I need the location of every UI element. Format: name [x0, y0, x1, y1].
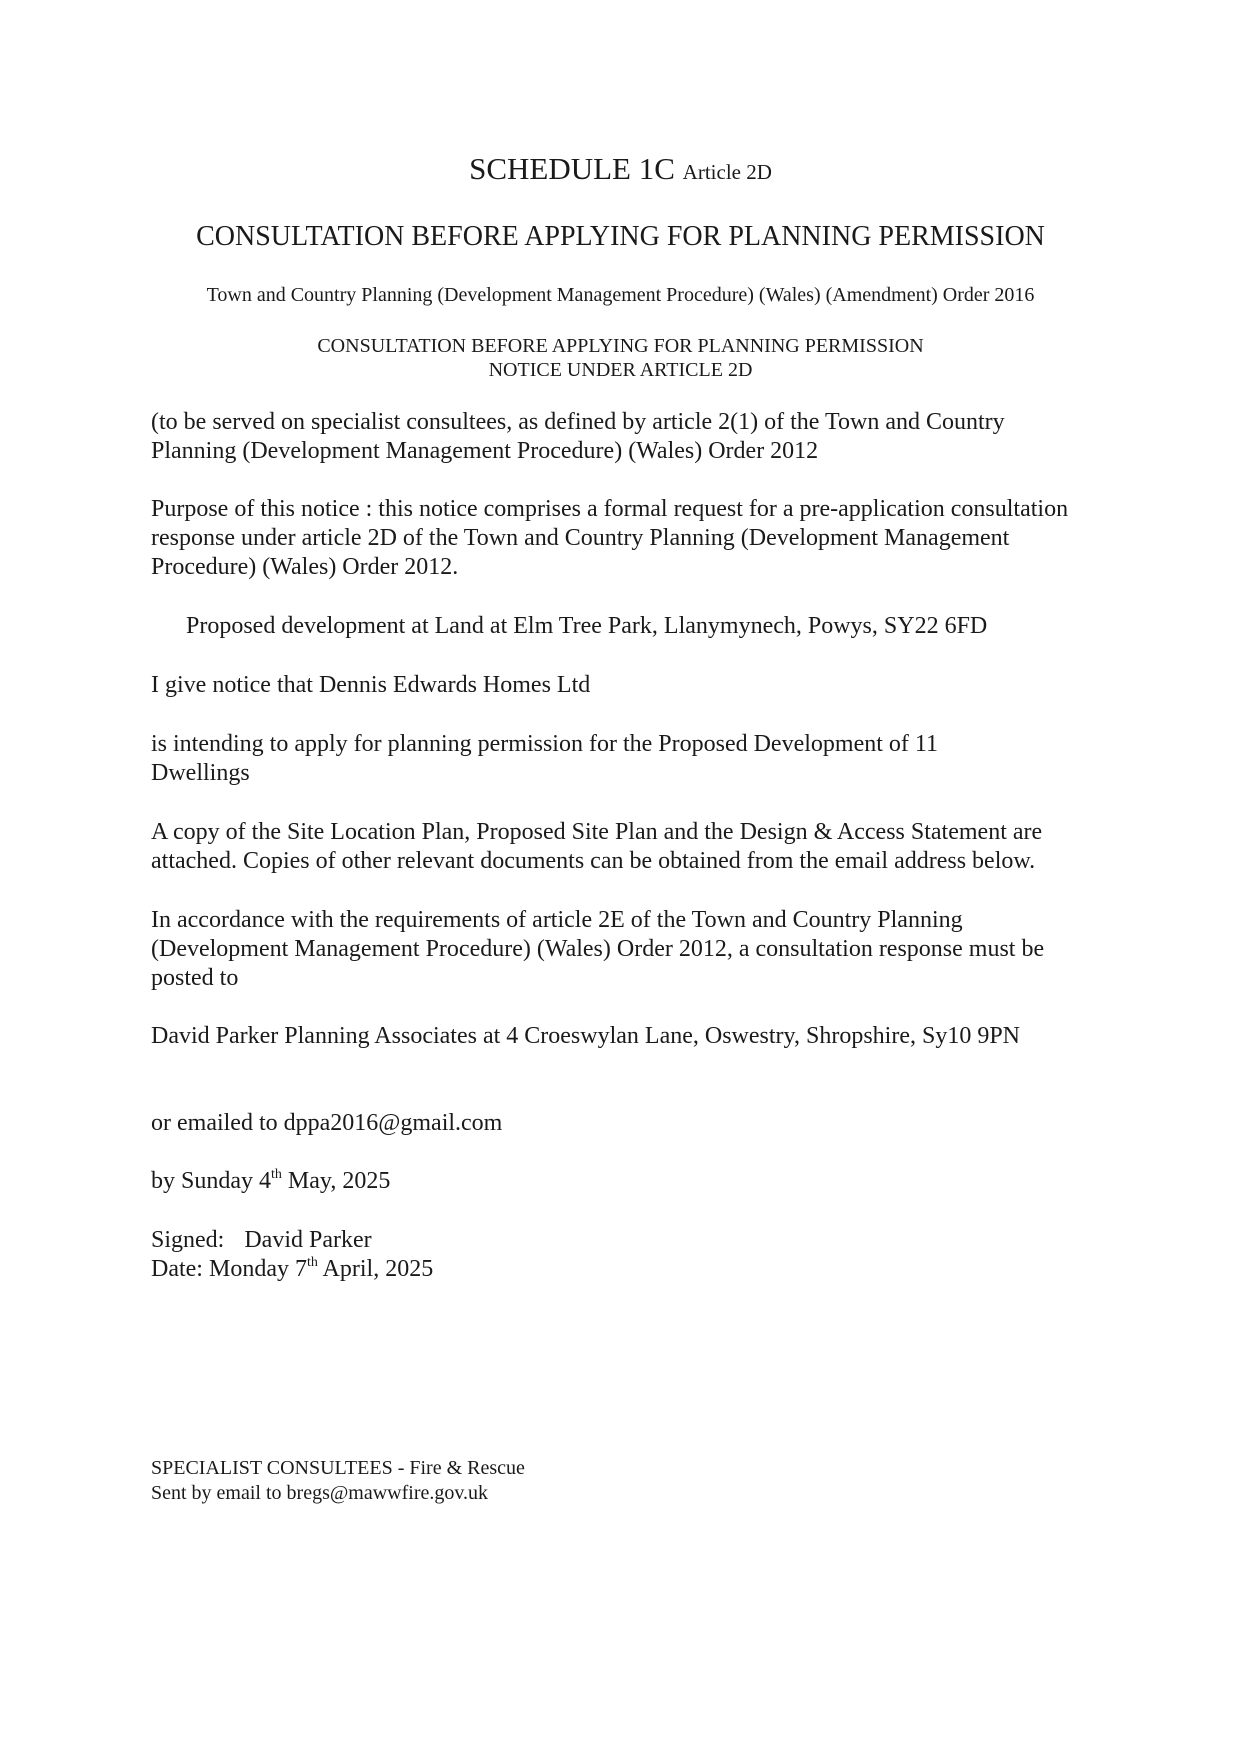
signed-label: Signed:: [151, 1227, 225, 1253]
deadline-paragraph: [151, 1167, 1091, 1196]
notice-heading-line1: CONSULTATION BEFORE APPLYING FOR PLANNING PERMISSION: [317, 335, 924, 357]
notice-heading: [0, 334, 1241, 382]
requirements-paragraph: [151, 906, 1091, 993]
deadline-rest: May, 2025: [281, 1168, 391, 1194]
post-address-paragraph: [151, 1022, 1071, 1051]
deadline-prefix: by Sunday 4: [151, 1168, 271, 1194]
schedule-heading: [0, 151, 1241, 187]
signed-line: [151, 1226, 1091, 1255]
footer-line2: Sent by email to bregs@mawwfire.gov.uk: [151, 1482, 489, 1504]
footer-line1: SPECIALIST CONSULTEES - Fire & Rescue: [151, 1457, 525, 1479]
email-text: or emailed to dppa2016@gmail.com: [151, 1110, 503, 1136]
order-title: Town and Country Planning (Development Management Procedure) (Wales) (Amendment) Order 2016: [206, 284, 1035, 306]
signature-block: [151, 1226, 1091, 1284]
intention-text: is intending to apply for planning permission for the Proposed Development of 11 Dwellings: [151, 731, 938, 786]
attachments-paragraph: [151, 818, 1091, 876]
purpose-text: Purpose of this notice : this notice comprises a formal request for a pre-application consultation response under article 2D of the Town and Country Planning (Development Management Procedure) (Wales) Order 2012.: [151, 496, 1069, 580]
deadline-ordinal: th: [271, 1167, 282, 1182]
notice-giver-text: I give notice that Dennis Edwards Homes Ltd: [151, 672, 591, 698]
deadline-text: [151, 1167, 1091, 1196]
date-prefix: Date: Monday 7: [151, 1256, 307, 1282]
schedule-article: Article 2D: [682, 160, 772, 184]
purpose-paragraph: [151, 495, 1091, 582]
date-line: [151, 1255, 1091, 1284]
schedule-title: SCHEDULE 1C: [469, 151, 675, 186]
date-rest: April, 2025: [317, 1256, 434, 1282]
intention-paragraph: [151, 730, 991, 788]
attachments-text: A copy of the Site Location Plan, Proposed Site Plan and the Design & Access Statement are attached. Copies of other relevant documents can be obtained from the email address below.: [151, 819, 1043, 874]
date-ordinal: th: [306, 1255, 318, 1270]
served-on-text: (to be served on specialist consultees, as defined by article 2(1) of the Town and Country Planning (Development Management Procedure) (Wales) Order 2012: [151, 409, 1005, 464]
notice-giver-paragraph: [151, 671, 1091, 700]
proposed-development-text: Proposed development at Land at Elm Tree Park, Llanymynech, Powys, SY22 6FD: [186, 613, 988, 639]
notice-heading-line2: NOTICE UNDER ARTICLE 2D: [488, 359, 753, 381]
signed-name: David Parker: [244, 1227, 372, 1253]
email-paragraph: [151, 1109, 1091, 1138]
post-address-text: David Parker Planning Associates at 4 Croeswylan Lane, Oswestry, Shropshire, Sy10 9PN: [151, 1023, 1020, 1049]
requirements-text: In accordance with the requirements of article 2E of the Town and Country Planning (Development Management Procedure) (Wales) Order 2012, a consultation response must be posted to: [151, 907, 1045, 991]
served-on-paragraph: [151, 408, 1091, 466]
main-heading: CONSULTATION BEFORE APPLYING FOR PLANNING PERMISSION: [196, 221, 1045, 252]
proposed-development-paragraph: [186, 612, 1086, 641]
footer-consultees: [151, 1456, 525, 1506]
